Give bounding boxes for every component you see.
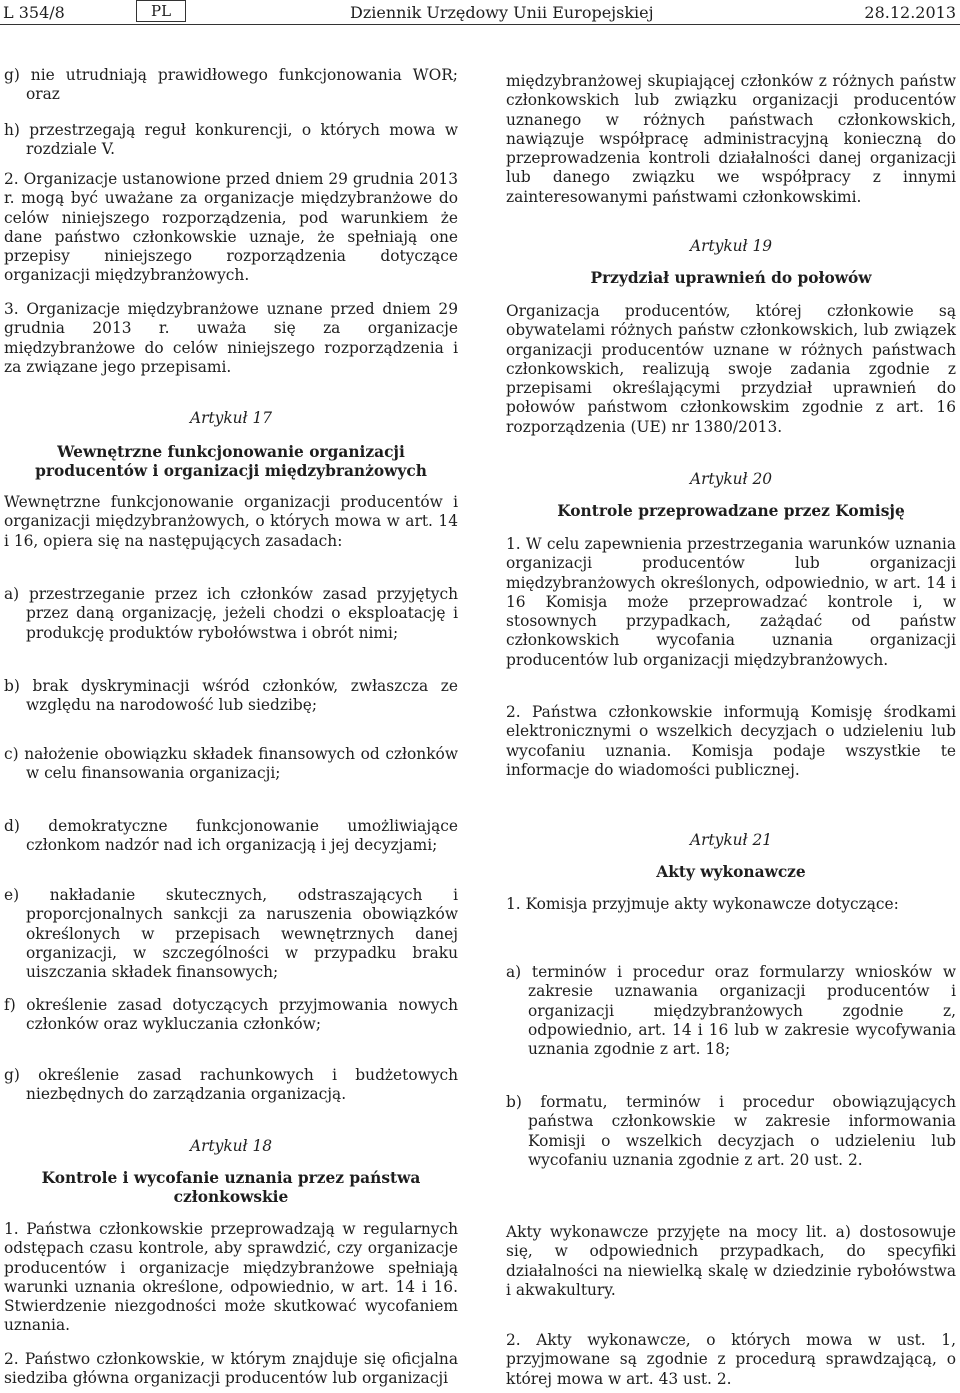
- article-21-point-b: b) formatu, terminów i procedur obowiązujących państwa członkowskie w zakresie informowania Komisji o wszelkich decyzjach o udzieleniu lub wycofaniu uznania zgodnie z art. 20 ust. 2.: [506, 1093, 956, 1169]
- article-17-point-e: e) nakładanie skutecznych, odstraszających i proporcjonalnych sankcji za naruszenia obowiązków określonych w przepisach wewnętrznych danej organizacji, w szczególności w przypadku braku uiszczania składek finansowych;: [4, 886, 458, 982]
- article-18-paragraph-1: 1. Państwa członkowskie przeprowadzają w regularnych odstępach czasu kontrole, aby sprawdzić, czy organizacje producentów i organizacje międzybranżowe spełniają warunki uznania określone, odpowiednio, w art. 14 i 16. Stwierdzenie niezgodności może skutkować wycofaniem uznania.: [4, 1220, 458, 1335]
- header-rule: [0, 24, 960, 25]
- paragraph-3: 3. Organizacje międzybranżowe uznane przed dniem 29 grudnia 2013 r. uważa się za organizacje międzybranżowe do celów niniejszego rozporządzenia i za związane jego przepisami.: [4, 300, 458, 376]
- article-19-paragraph: Organizacja producentów, której członkowie są obywatelami różnych państw członkowskich, lub związek organizacji producentów uznane w różnych państwach członkowskich, realizują swoje zadania zgodnie z przepisami określającymi przydział uprawnień do połowów państwom członkowskim zgodnie z art. 16 rozporządzenia (UE) nr 1380/2013.: [506, 302, 956, 436]
- article-18-title: Kontrole i wycofanie uznania przez państwa członkowskie: [41, 1169, 421, 1207]
- page-header: [0, 0, 960, 26]
- article-17-intro: Wewnętrzne funkcjonowanie organizacji producentów i organizacji międzybranżowych, o których mowa w art. 14 i 16, opiera się na następujących zasadach:: [4, 493, 458, 550]
- article-17-point-a: a) przestrzeganie przez ich członków zasad przyjętych przez daną organizację, jeżeli chodzi o eksploatację i produkcję produktów rybołówstwa i obrót nimi;: [4, 585, 458, 642]
- language-badge: PL: [136, 0, 186, 22]
- article-20-label: Artykuł 20: [689, 470, 773, 488]
- article-17-point-d: d) demokratyczne funkcjonowanie umożliwiające członkom nadzór nad ich organizacją i jej decyzjami;: [4, 817, 458, 855]
- article-20-paragraph-1: 1. W celu zapewnienia przestrzegania warunków uznania organizacji producentów lub organizacji międzybranżowych określonych, odpowiednio, w art. 14 i 16 Komisja może przeprowadzać kontrole i, w stosownych przypadkach, zażądać od państw członkowskich wycofania uznania organizacji producentów lub organizacji międzybranżowych.: [506, 535, 956, 669]
- article-21-label: Artykuł 21: [689, 831, 773, 849]
- article-17-point-f: f) określenie zasad dotyczących przyjmowania nowych członków oraz wykluczania członków;: [4, 996, 458, 1034]
- article-21-paragraph-2: 2. Akty wykonawcze, o których mowa w ust. 1, przyjmowane są zgodnie z procedurą sprawdzającą, o której mowa w art. 43 ust. 2.: [506, 1331, 956, 1388]
- point-g: g) nie utrudniają prawidłowego funkcjonowania WOR; oraz: [4, 66, 458, 104]
- journal-title: Dziennik Urzędowy Unii Europejskiej: [350, 3, 654, 22]
- article-18-label: Artykuł 18: [189, 1137, 273, 1155]
- article-17-point-c: c) nałożenie obowiązku składek finansowych od członków w celu finansowania organizacji;: [4, 745, 458, 783]
- article-21-point-a: a) terminów i procedur oraz formularzy wniosków w zakresie uznawania organizacji producentów i organizacji międzybranżowych zgodnie z, odpowiednio, art. 14 i 16 lub w zakresie wycofywania uznania zgodnie z art. 18;: [506, 963, 956, 1059]
- article-21-paragraph-1: 1. Komisja przyjmuje akty wykonawcze dotyczące:: [506, 895, 899, 913]
- article-17-title: Wewnętrzne funkcjonowanie organizacji producentów i organizacji międzybranżowych: [35, 443, 427, 481]
- page-reference: L 354/8: [3, 3, 65, 22]
- article-21-implementing-acts: Akty wykonawcze przyjęte na mocy lit. a) dostosowuje się, w odpowiednich przypadkach, do specyfiki działalności na niewielką skalę w dziedzinie rybołówstwa i akwakultury.: [506, 1223, 956, 1299]
- article-17-point-g: g) określenie zasad rachunkowych i budżetowych niezbędnych do zarządzania organizacją.: [4, 1066, 458, 1104]
- publication-date: 28.12.2013: [864, 3, 956, 22]
- article-18-paragraph-2: 2. Państwo członkowskie, w którym znajduje się oficjalna siedziba główna organizacji producentów lub organizacji: [4, 1350, 458, 1388]
- article-19-title: Przydział uprawnień do połowów: [590, 269, 872, 287]
- point-h: h) przestrzegają reguł konkurencji, o których mowa w rozdziale V.: [4, 121, 458, 159]
- article-19-label: Artykuł 19: [689, 237, 773, 255]
- paragraph-2: 2. Organizacje ustanowione przed dniem 29 grudnia 2013 r. mogą być uważane za organizacje międzybranżowe do celów niniejszego rozporządzenia, pod warunkiem że dane państwo członkowskie uznaje, że spełniają one przepisy niniejszego rozporządzenia dotyczące organizacji międzybranżowych.: [4, 170, 458, 285]
- article-20-paragraph-2: 2. Państwa członkowskie informują Komisję środkami elektronicznymi o wszelkich decyzjach o udzieleniu lub wycofaniu uznania. Komisja podaje wszystkie te informacje do wiadomości publicznej.: [506, 703, 956, 779]
- article-17-label: Artykuł 17: [189, 409, 273, 427]
- article-20-title: Kontrole przeprowadzane przez Komisję: [557, 502, 905, 520]
- article-21-title: Akty wykonawcze: [656, 863, 806, 881]
- article-17-point-b: b) brak dyskryminacji wśród członków, zwłaszcza ze względu na narodowość lub siedzibę;: [4, 677, 458, 715]
- continued-paragraph: międzybranżowej skupiającej członków z różnych państw członkowskich lub związku organizacji producentów uznanego w różnych państwach członkowskich, nawiązuje współpracę administracyjną konieczną do przeprowadzenia kontroli działalności danej organizacji lub danego związku we współpracy z innymi zainteresowanymi państwami członkowskimi.: [506, 72, 956, 206]
